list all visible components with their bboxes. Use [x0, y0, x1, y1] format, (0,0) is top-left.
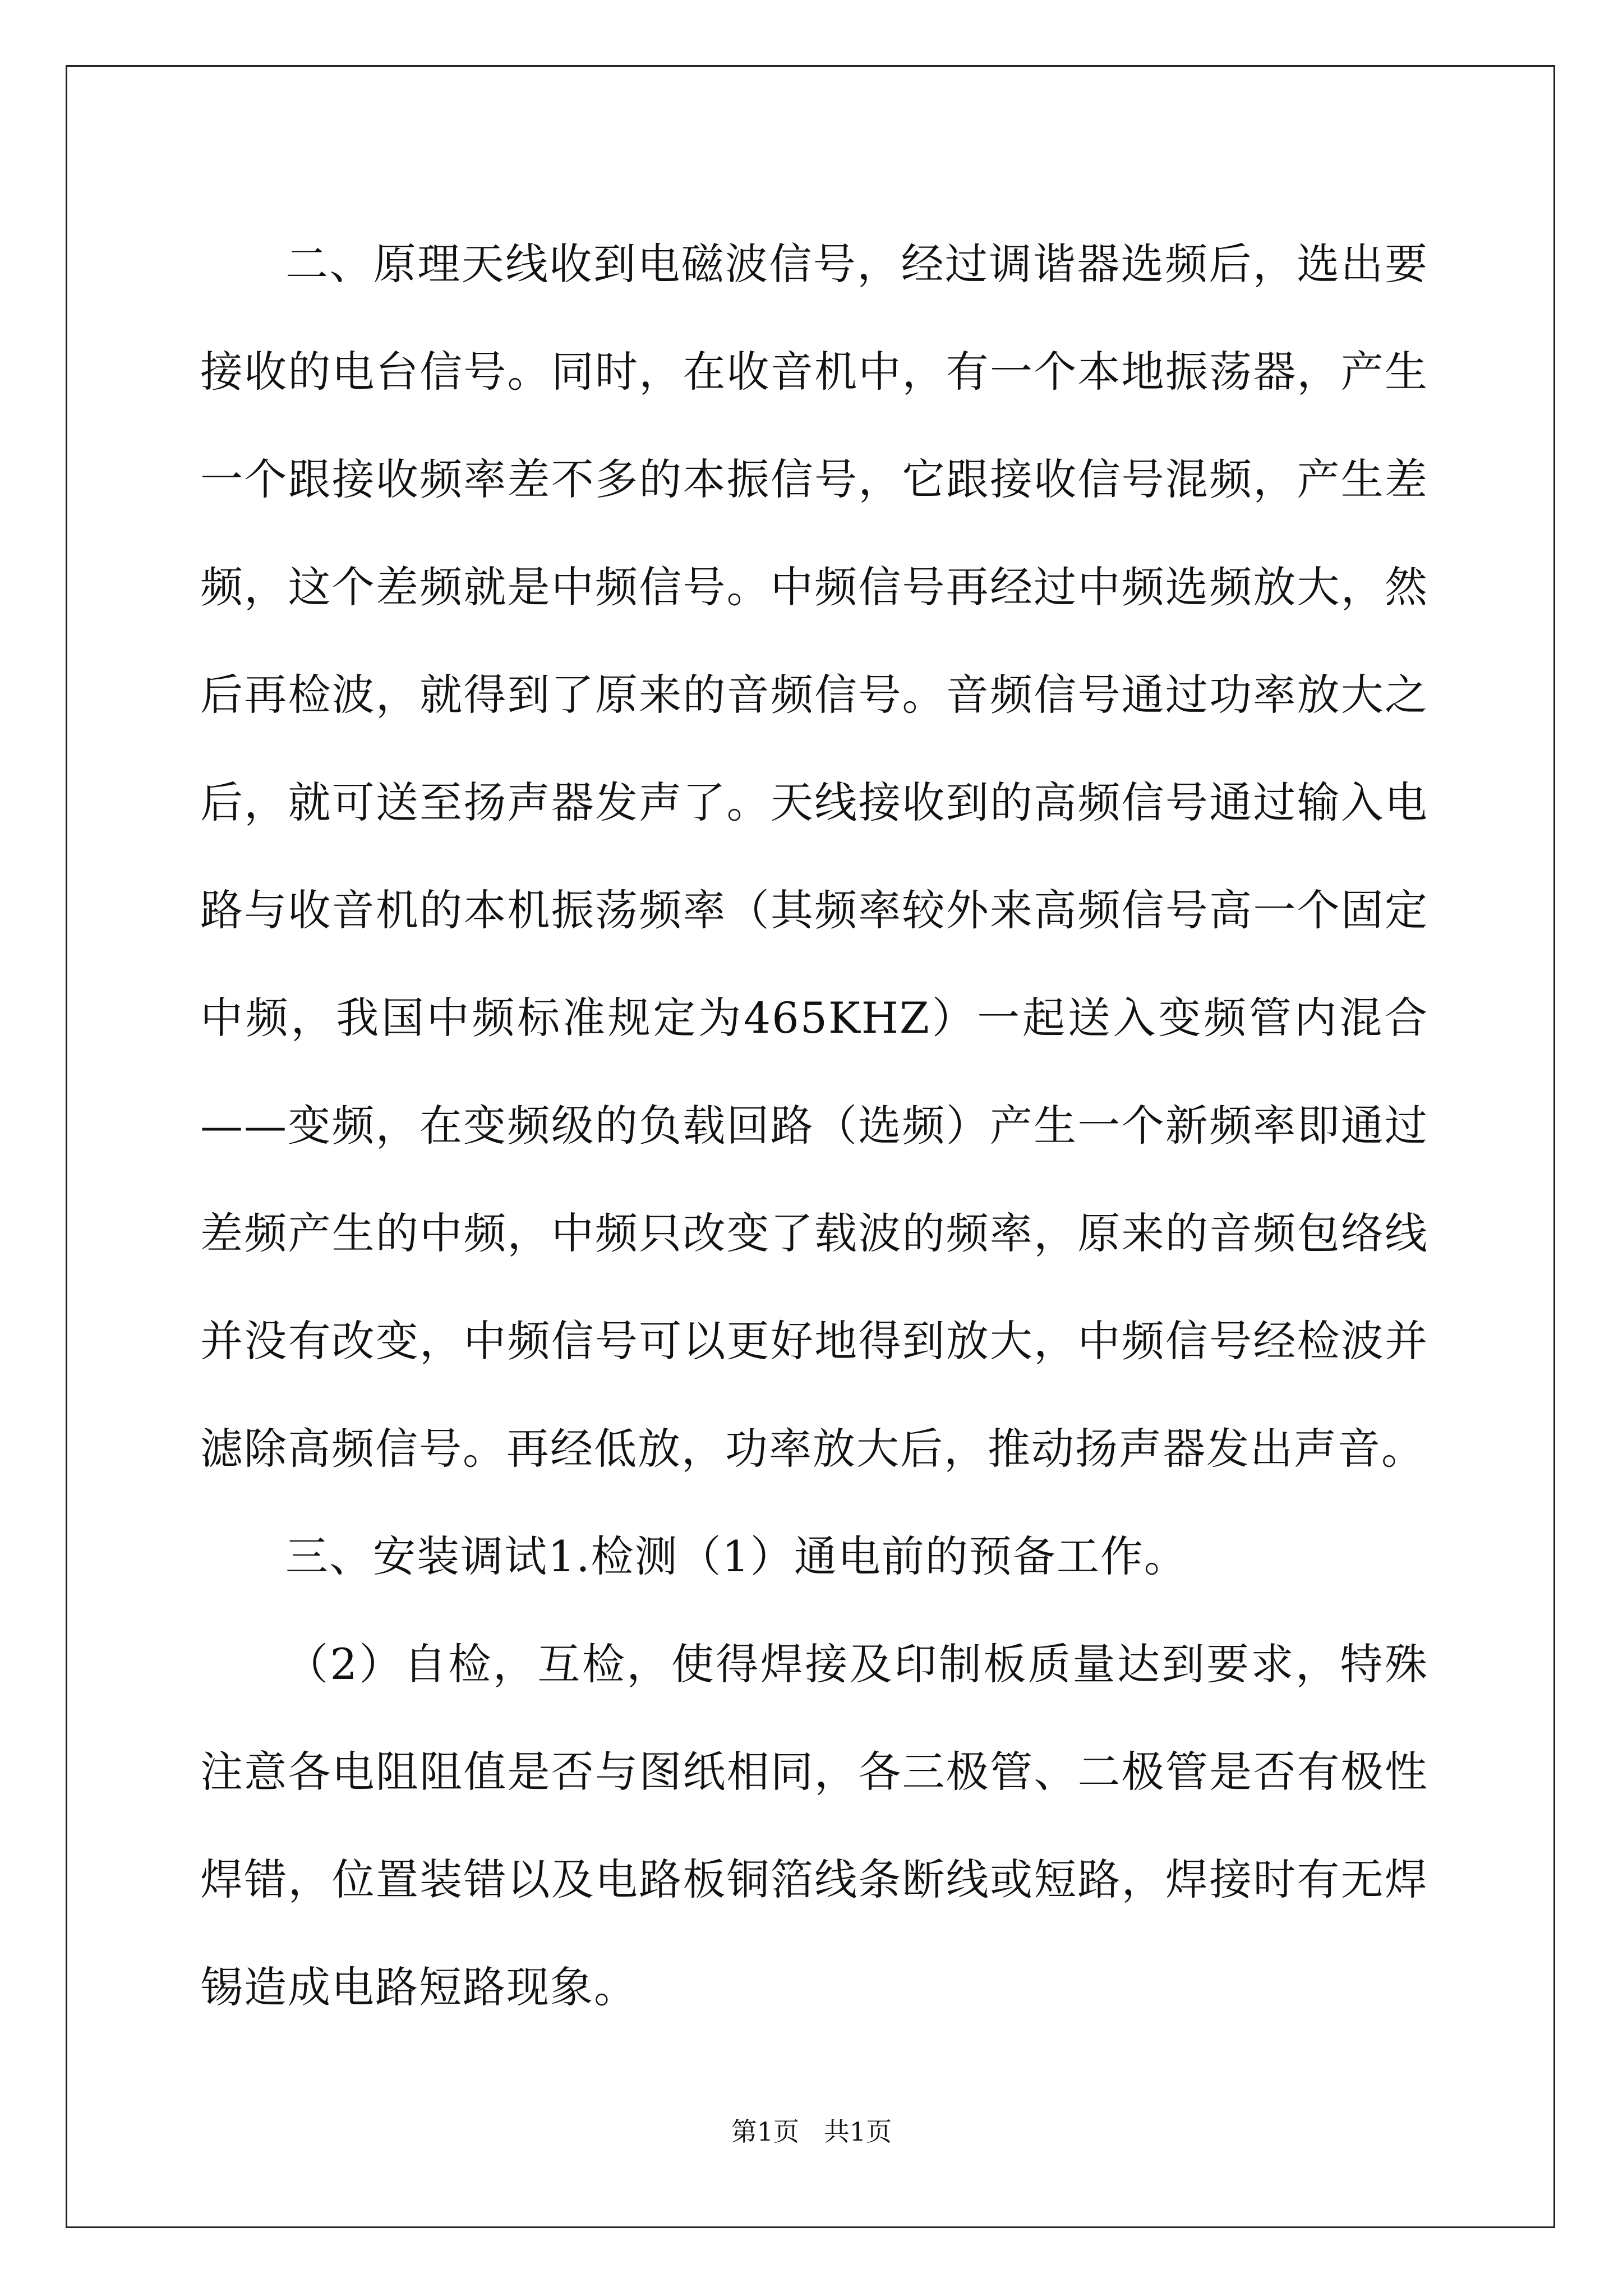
page-number-footer: 第1页 共1页: [731, 2116, 892, 2147]
paragraph-installation: 三、安装调试1.检测（1）通电前的预备工作。: [285, 1531, 1188, 1581]
paragraph-self-check: （2）自检，互检，使得焊接及印制板质量达到要求，特殊注意各电阻阻值是否与图纸相同，各三极管、二极管是否有极性焊错，位置装错以及电路板铜箔线条断线或短路，焊接时有无焊锡造成电路短路现象。: [200, 1639, 1428, 2012]
paragraph-principle: 二、原理天线收到电磁波信号，经过调谐器选频后，选出要接收的电台信号。同时，在收音机中，有一个本地振荡器，产生一个跟接收频率差不多的本振信号，它跟接收信号混频，产生差频，这个差频就是中频信号。中频信号再经过中频选频放大，然后再检波，就得到了原来的音频信号。音频信号通过功率放大之后，就可送至扬声器发声了。天线接收到的高频信号通过输入电路与收音机的本机振荡频率（其频率较外来高频信号高一个固定中频，我国中频标准规定为465KHZ）一起送入变频管内混合——变频，在变频级的负载回路（选频）产生一个新频率即通过差频产生的中频，中频只改变了载波的频率，原来的音频包络线并没有改变，中频信号可以更好地得到放大，中频信号经检波并滤除高频信号。再经低放，功率放大后，推动扬声器发出声音。: [200, 239, 1428, 1474]
document-body: [200, 210, 1428, 2041]
